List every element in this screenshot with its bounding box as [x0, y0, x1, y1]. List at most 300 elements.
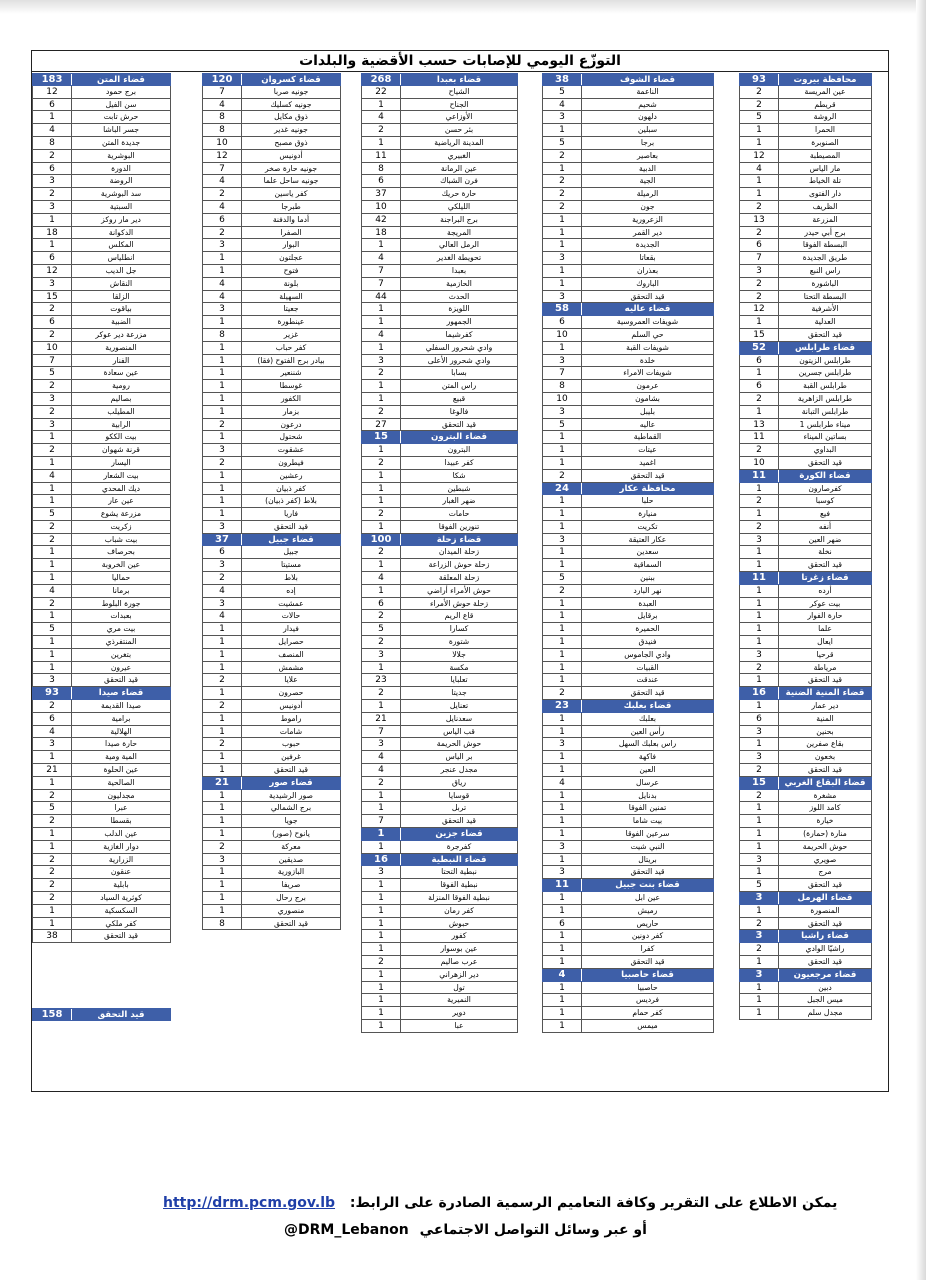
- town-row: [542, 726, 714, 739]
- town-row: [361, 342, 518, 355]
- case-count: 1: [543, 508, 582, 520]
- town-row: [32, 214, 171, 227]
- town-row: [32, 802, 171, 815]
- town-row: [32, 623, 171, 636]
- town-name: طرابلس التبانة: [801, 406, 849, 416]
- town-name: المدينة الرياضية: [434, 137, 484, 147]
- district-name: قضاء بعلبك: [623, 701, 672, 712]
- town-row: [202, 214, 341, 227]
- town-row: [32, 905, 171, 918]
- town-name: عرسال: [636, 777, 659, 787]
- town-row: [542, 508, 714, 521]
- town-row: [32, 419, 171, 432]
- town-row: [542, 674, 714, 687]
- town-row: [32, 521, 171, 534]
- case-count: 1: [203, 623, 242, 635]
- district-name: قضاء البترون: [431, 432, 487, 443]
- town-row: [739, 828, 872, 841]
- case-count: 4: [362, 751, 401, 763]
- case-count: 1: [543, 342, 582, 354]
- case-count: 2: [33, 521, 72, 533]
- case-count: 1: [203, 495, 242, 507]
- case-count: 2: [362, 546, 401, 558]
- case-count: 1: [543, 662, 582, 674]
- case-count: 1: [543, 1007, 582, 1019]
- town-row: [542, 546, 714, 559]
- town-row: [739, 355, 872, 368]
- town-name: يانوح (صور): [272, 829, 310, 839]
- total-unverified-count: 158: [33, 1009, 72, 1020]
- town-row: [202, 841, 341, 854]
- case-count: 1: [543, 431, 582, 443]
- district-header-row: [542, 483, 714, 496]
- district-header-row: [202, 73, 341, 86]
- page-top-shadow: [0, 0, 926, 14]
- town-name: طرابلس الزاهرية: [797, 393, 853, 403]
- town-name: صويري: [813, 854, 837, 864]
- case-count: 1: [362, 943, 401, 955]
- case-count: 2: [33, 303, 72, 315]
- case-count: 2: [740, 201, 779, 213]
- case-count: 2: [203, 572, 242, 584]
- page-edge-shadow: [916, 0, 926, 1280]
- case-count: 1: [362, 930, 401, 942]
- case-count: 4: [543, 777, 582, 789]
- town-name: قيد التحقق: [807, 918, 843, 928]
- town-row: [32, 700, 171, 713]
- town-name: تعنايل: [449, 701, 469, 711]
- town-row: [32, 86, 171, 99]
- town-row: [32, 918, 171, 931]
- district-name: قضاء عاليه: [624, 304, 671, 315]
- town-row: [361, 86, 518, 99]
- district-name: قضاء الهرمل: [797, 893, 853, 903]
- town-row: [542, 355, 714, 368]
- town-name: بيت مري: [106, 624, 136, 634]
- town-row: [202, 700, 341, 713]
- town-row: [361, 188, 518, 201]
- district-name: قضاء بعبدا: [436, 75, 482, 85]
- town-name: بزمار: [282, 406, 300, 416]
- town-row: [202, 879, 341, 892]
- town-name: بلاط: [284, 573, 298, 583]
- case-count: 2: [543, 150, 582, 162]
- district-total: 15: [740, 777, 779, 789]
- district-header-row: [361, 73, 518, 86]
- case-count: 1: [203, 726, 242, 738]
- case-count: 6: [33, 713, 72, 725]
- town-name: مكسة: [449, 662, 469, 672]
- town-row: [542, 521, 714, 534]
- town-name: جديتا: [451, 688, 467, 698]
- town-row: [32, 546, 171, 559]
- town-row: [202, 687, 341, 700]
- case-count: 4: [33, 470, 72, 482]
- town-name: جديدة المتن: [101, 137, 141, 147]
- town-name: شحتول: [279, 432, 303, 442]
- town-name: اغميد: [639, 457, 656, 467]
- town-row: [739, 726, 872, 739]
- town-name: بريتال: [638, 854, 657, 864]
- district-name: قضاء صيدا: [98, 688, 144, 699]
- town-name: المكلس: [108, 240, 134, 250]
- town-name: جون: [640, 201, 655, 211]
- case-count: 3: [543, 866, 582, 878]
- town-row: [32, 610, 171, 623]
- town-row: [739, 444, 872, 457]
- case-count: 1: [33, 610, 72, 622]
- case-count: 15: [740, 329, 779, 341]
- town-name: قيد التحقق: [103, 931, 139, 941]
- report-link[interactable]: http://drm.pcm.gov.lb: [163, 1195, 336, 1211]
- town-row: [202, 662, 341, 675]
- town-name: راس المتن: [441, 381, 477, 391]
- town-name: العدلية: [814, 317, 836, 327]
- town-name: الباروك: [636, 278, 659, 288]
- town-row: [739, 738, 872, 751]
- case-count: 1: [33, 918, 72, 930]
- town-name: راشيّا الوادي: [805, 944, 845, 954]
- case-count: 2: [543, 201, 582, 213]
- case-count: 1: [362, 802, 401, 814]
- town-row: [542, 431, 714, 444]
- case-count: 1: [740, 124, 779, 136]
- town-name: الجناح: [449, 99, 469, 109]
- town-name: مرياطة: [813, 662, 837, 672]
- town-row: [361, 419, 518, 432]
- case-count: 7: [740, 252, 779, 264]
- district-header-row: [542, 879, 714, 892]
- town-row: [542, 738, 714, 751]
- district-name: قضاء صور: [269, 777, 313, 788]
- town-name: المنصورية: [105, 342, 137, 352]
- case-count: 1: [740, 738, 779, 750]
- town-row: [32, 585, 171, 598]
- town-name: حوش الأمراء أراضي: [427, 585, 491, 595]
- case-count: 1: [740, 585, 779, 597]
- town-name: شويفات القبة: [626, 342, 669, 352]
- district-header-row: [739, 969, 872, 982]
- town-name: عين الرمانة: [440, 163, 478, 173]
- town-name: تكريت: [637, 521, 658, 531]
- town-name: ديك المحدي: [102, 483, 140, 493]
- case-count: 5: [543, 86, 582, 98]
- town-row: [202, 790, 341, 803]
- case-count: 1: [203, 879, 242, 891]
- town-name: بيت شباب: [104, 534, 138, 544]
- town-row: [542, 841, 714, 854]
- town-row: [542, 598, 714, 611]
- footer-text-2: أو عبر وسائل التواصل الاجتماعي: [419, 1222, 647, 1238]
- town-name: مجدليون: [107, 790, 135, 800]
- case-count: 1: [543, 956, 582, 968]
- case-count: 1: [362, 483, 401, 495]
- district-total: 21: [203, 777, 242, 789]
- social-handle[interactable]: @DRM_Lebanon: [284, 1222, 409, 1238]
- town-row: [32, 188, 171, 201]
- town-row: [542, 572, 714, 585]
- case-count: 1: [740, 956, 779, 968]
- town-name: شتورة: [448, 637, 470, 647]
- town-row: [542, 252, 714, 265]
- town-row: [739, 879, 872, 892]
- case-count: 1: [33, 239, 72, 251]
- town-name: تربل: [451, 803, 467, 813]
- town-name: كفرا: [640, 944, 655, 954]
- district-name: قضاء طرابلس: [795, 342, 855, 353]
- town-row: [32, 879, 171, 892]
- town-name: سعدين: [636, 547, 659, 557]
- case-count: 1: [362, 892, 401, 904]
- town-row: [739, 278, 872, 291]
- case-count: 1: [740, 559, 779, 571]
- town-row: [739, 175, 872, 188]
- case-count: 1: [33, 572, 72, 584]
- case-count: 3: [543, 406, 582, 418]
- town-row: [739, 866, 872, 879]
- town-name: عين الدلب: [104, 829, 138, 839]
- town-row: [542, 419, 714, 432]
- case-count: 2: [740, 86, 779, 98]
- town-row: [739, 662, 872, 675]
- town-name: برج البراجنة: [440, 214, 478, 224]
- case-count: 2: [362, 610, 401, 622]
- district-name: قضاء المتن: [97, 75, 145, 85]
- town-row: [542, 943, 714, 956]
- town-row: [739, 508, 872, 521]
- town-name: مار الياس: [809, 163, 841, 173]
- town-name: قيد التحقق: [807, 765, 843, 775]
- case-count: 2: [543, 687, 582, 699]
- town-name: جورة البلوط: [101, 598, 141, 608]
- town-row: [202, 470, 341, 483]
- town-row: [32, 406, 171, 419]
- town-name: طرابلس القبة: [803, 381, 847, 391]
- town-name: قيد التحقق: [807, 329, 843, 339]
- town-name: كفرجرة: [446, 841, 472, 851]
- district-name: قضاء زغرتا: [801, 573, 849, 584]
- town-row: [32, 674, 171, 687]
- town-name: قيد التحقق: [630, 291, 665, 301]
- case-count: 1: [33, 431, 72, 443]
- town-name: رميش: [637, 905, 658, 915]
- town-row: [739, 764, 872, 777]
- case-count: 1: [740, 802, 779, 814]
- town-row: [542, 175, 714, 188]
- town-row: [361, 1007, 518, 1020]
- case-count: 1: [203, 342, 242, 354]
- case-count: 5: [33, 508, 72, 520]
- case-count: 1: [33, 777, 72, 789]
- case-count: 1: [203, 636, 242, 648]
- case-count: 12: [33, 86, 72, 98]
- case-count: 4: [362, 764, 401, 776]
- case-count: 1: [740, 406, 779, 418]
- town-row: [542, 790, 714, 803]
- case-count: 5: [362, 623, 401, 635]
- town-name: مزرعة دير عوكر: [95, 329, 147, 339]
- town-row: [542, 380, 714, 393]
- town-row: [739, 713, 872, 726]
- town-row: [32, 163, 171, 176]
- town-name: عين سعادة: [103, 368, 139, 378]
- town-row: [361, 815, 518, 828]
- district-total: 4: [543, 969, 582, 981]
- town-name: رعشين: [279, 470, 303, 480]
- town-row: [361, 777, 518, 790]
- case-count: 1: [33, 559, 72, 571]
- town-row: [202, 163, 341, 176]
- case-count: 2: [740, 495, 779, 507]
- town-row: [32, 175, 171, 188]
- town-name: السكسكية: [104, 905, 138, 915]
- case-count: 1: [543, 1020, 582, 1032]
- case-count: 2: [740, 943, 779, 955]
- case-count: 2: [740, 521, 779, 533]
- town-row: [542, 137, 714, 150]
- case-count: 13: [740, 419, 779, 431]
- town-row: [361, 291, 518, 304]
- district-name: محافظة عكار: [619, 483, 676, 494]
- case-count: 1: [543, 892, 582, 904]
- town-name: حرش تابت: [103, 112, 139, 122]
- district-header-row: [739, 687, 872, 700]
- case-count: 1: [33, 841, 72, 853]
- town-name: بليبل: [640, 406, 655, 416]
- town-name: بدنايل: [638, 790, 657, 800]
- town-row: [202, 150, 341, 163]
- town-name: صيدا القديمة: [100, 701, 142, 711]
- case-count: 1: [203, 866, 242, 878]
- town-name: الدكوانة: [108, 227, 134, 237]
- town-row: [542, 1007, 714, 1020]
- town-name: أدونيس: [279, 150, 303, 160]
- town-name: منيارة: [638, 509, 657, 519]
- town-name: بسابا: [451, 368, 467, 378]
- town-row: [739, 674, 872, 687]
- case-count: 4: [203, 99, 242, 111]
- town-row: [361, 790, 518, 803]
- town-row: [361, 610, 518, 623]
- town-row: [542, 815, 714, 828]
- case-count: 12: [203, 150, 242, 162]
- town-name: حوش الحريمة: [802, 841, 848, 851]
- town-row: [739, 521, 872, 534]
- town-row: [542, 201, 714, 214]
- town-row: [739, 956, 872, 969]
- town-row: [361, 751, 518, 764]
- case-count: 2: [362, 406, 401, 418]
- town-row: [361, 380, 518, 393]
- town-name: بعاصير: [636, 150, 659, 160]
- town-row: [32, 329, 171, 342]
- case-count: 2: [33, 866, 72, 878]
- case-count: 1: [740, 866, 779, 878]
- town-name: دير عمار: [811, 701, 839, 711]
- town-name: بيت عوكر: [809, 598, 841, 608]
- town-row: [361, 99, 518, 112]
- town-name: فرديس: [636, 995, 659, 1005]
- case-count: 10: [33, 342, 72, 354]
- case-count: 1: [740, 623, 779, 635]
- case-count: 2: [362, 124, 401, 136]
- town-row: [361, 969, 518, 982]
- town-row: [202, 713, 341, 726]
- case-count: 3: [33, 175, 72, 187]
- town-row: [361, 508, 518, 521]
- town-name: مرج: [818, 867, 832, 877]
- town-name: راس بعلبك السهل: [618, 739, 677, 749]
- town-row: [202, 239, 341, 252]
- case-count: 1: [203, 764, 242, 776]
- town-row: [739, 316, 872, 329]
- case-count: 5: [740, 879, 779, 891]
- case-count: 1: [362, 393, 401, 405]
- town-row: [542, 444, 714, 457]
- case-count: 2: [33, 150, 72, 162]
- district-header-row: [361, 828, 518, 841]
- town-name: زحلة حوش الأمراء: [429, 598, 489, 608]
- district-header-row: [361, 431, 518, 444]
- district-total: 183: [33, 74, 72, 85]
- town-name: قيد التحقق: [807, 457, 843, 467]
- town-name: عنقون: [110, 867, 132, 877]
- case-count: 1: [33, 495, 72, 507]
- case-count: 1: [543, 124, 582, 136]
- town-name: كفرصارون: [808, 483, 842, 493]
- town-row: [739, 700, 872, 713]
- town-row: [361, 982, 518, 995]
- town-row: [32, 355, 171, 368]
- case-count: 1: [362, 1007, 401, 1019]
- town-row: [361, 137, 518, 150]
- town-name: المزرعة: [812, 214, 838, 224]
- town-name: الحميرة: [635, 624, 660, 634]
- case-count: 1: [543, 994, 582, 1006]
- town-name: قيد التحقق: [273, 521, 309, 531]
- town-row: [361, 802, 518, 815]
- case-count: 10: [362, 201, 401, 213]
- town-row: [739, 546, 872, 559]
- town-name: الظريف: [812, 201, 838, 211]
- town-row: [361, 393, 518, 406]
- case-count: 1: [33, 546, 72, 558]
- town-row: [542, 99, 714, 112]
- case-count: 2: [33, 892, 72, 904]
- town-row: [542, 918, 714, 931]
- case-count: 1: [740, 598, 779, 610]
- town-name: بقعاتا: [639, 253, 656, 263]
- town-row: [361, 316, 518, 329]
- district-total: 268: [362, 74, 401, 85]
- town-name: قيد التحقق: [630, 867, 665, 877]
- case-count: 1: [543, 163, 582, 175]
- town-name: تنورين الفوقا: [438, 521, 480, 531]
- town-row: [32, 201, 171, 214]
- case-count: 1: [740, 483, 779, 495]
- town-name: الروضة: [109, 176, 133, 186]
- town-row: [542, 713, 714, 726]
- town-row: [202, 508, 341, 521]
- town-name: منارة (حمارة): [803, 829, 847, 839]
- town-row: [32, 380, 171, 393]
- town-name: العبدة: [638, 598, 657, 608]
- case-count: 12: [33, 265, 72, 277]
- town-name: مجدل عنجر: [440, 765, 478, 775]
- town-name: الناعمة: [636, 86, 659, 96]
- town-row: [32, 559, 171, 572]
- town-name: علايا: [284, 675, 298, 685]
